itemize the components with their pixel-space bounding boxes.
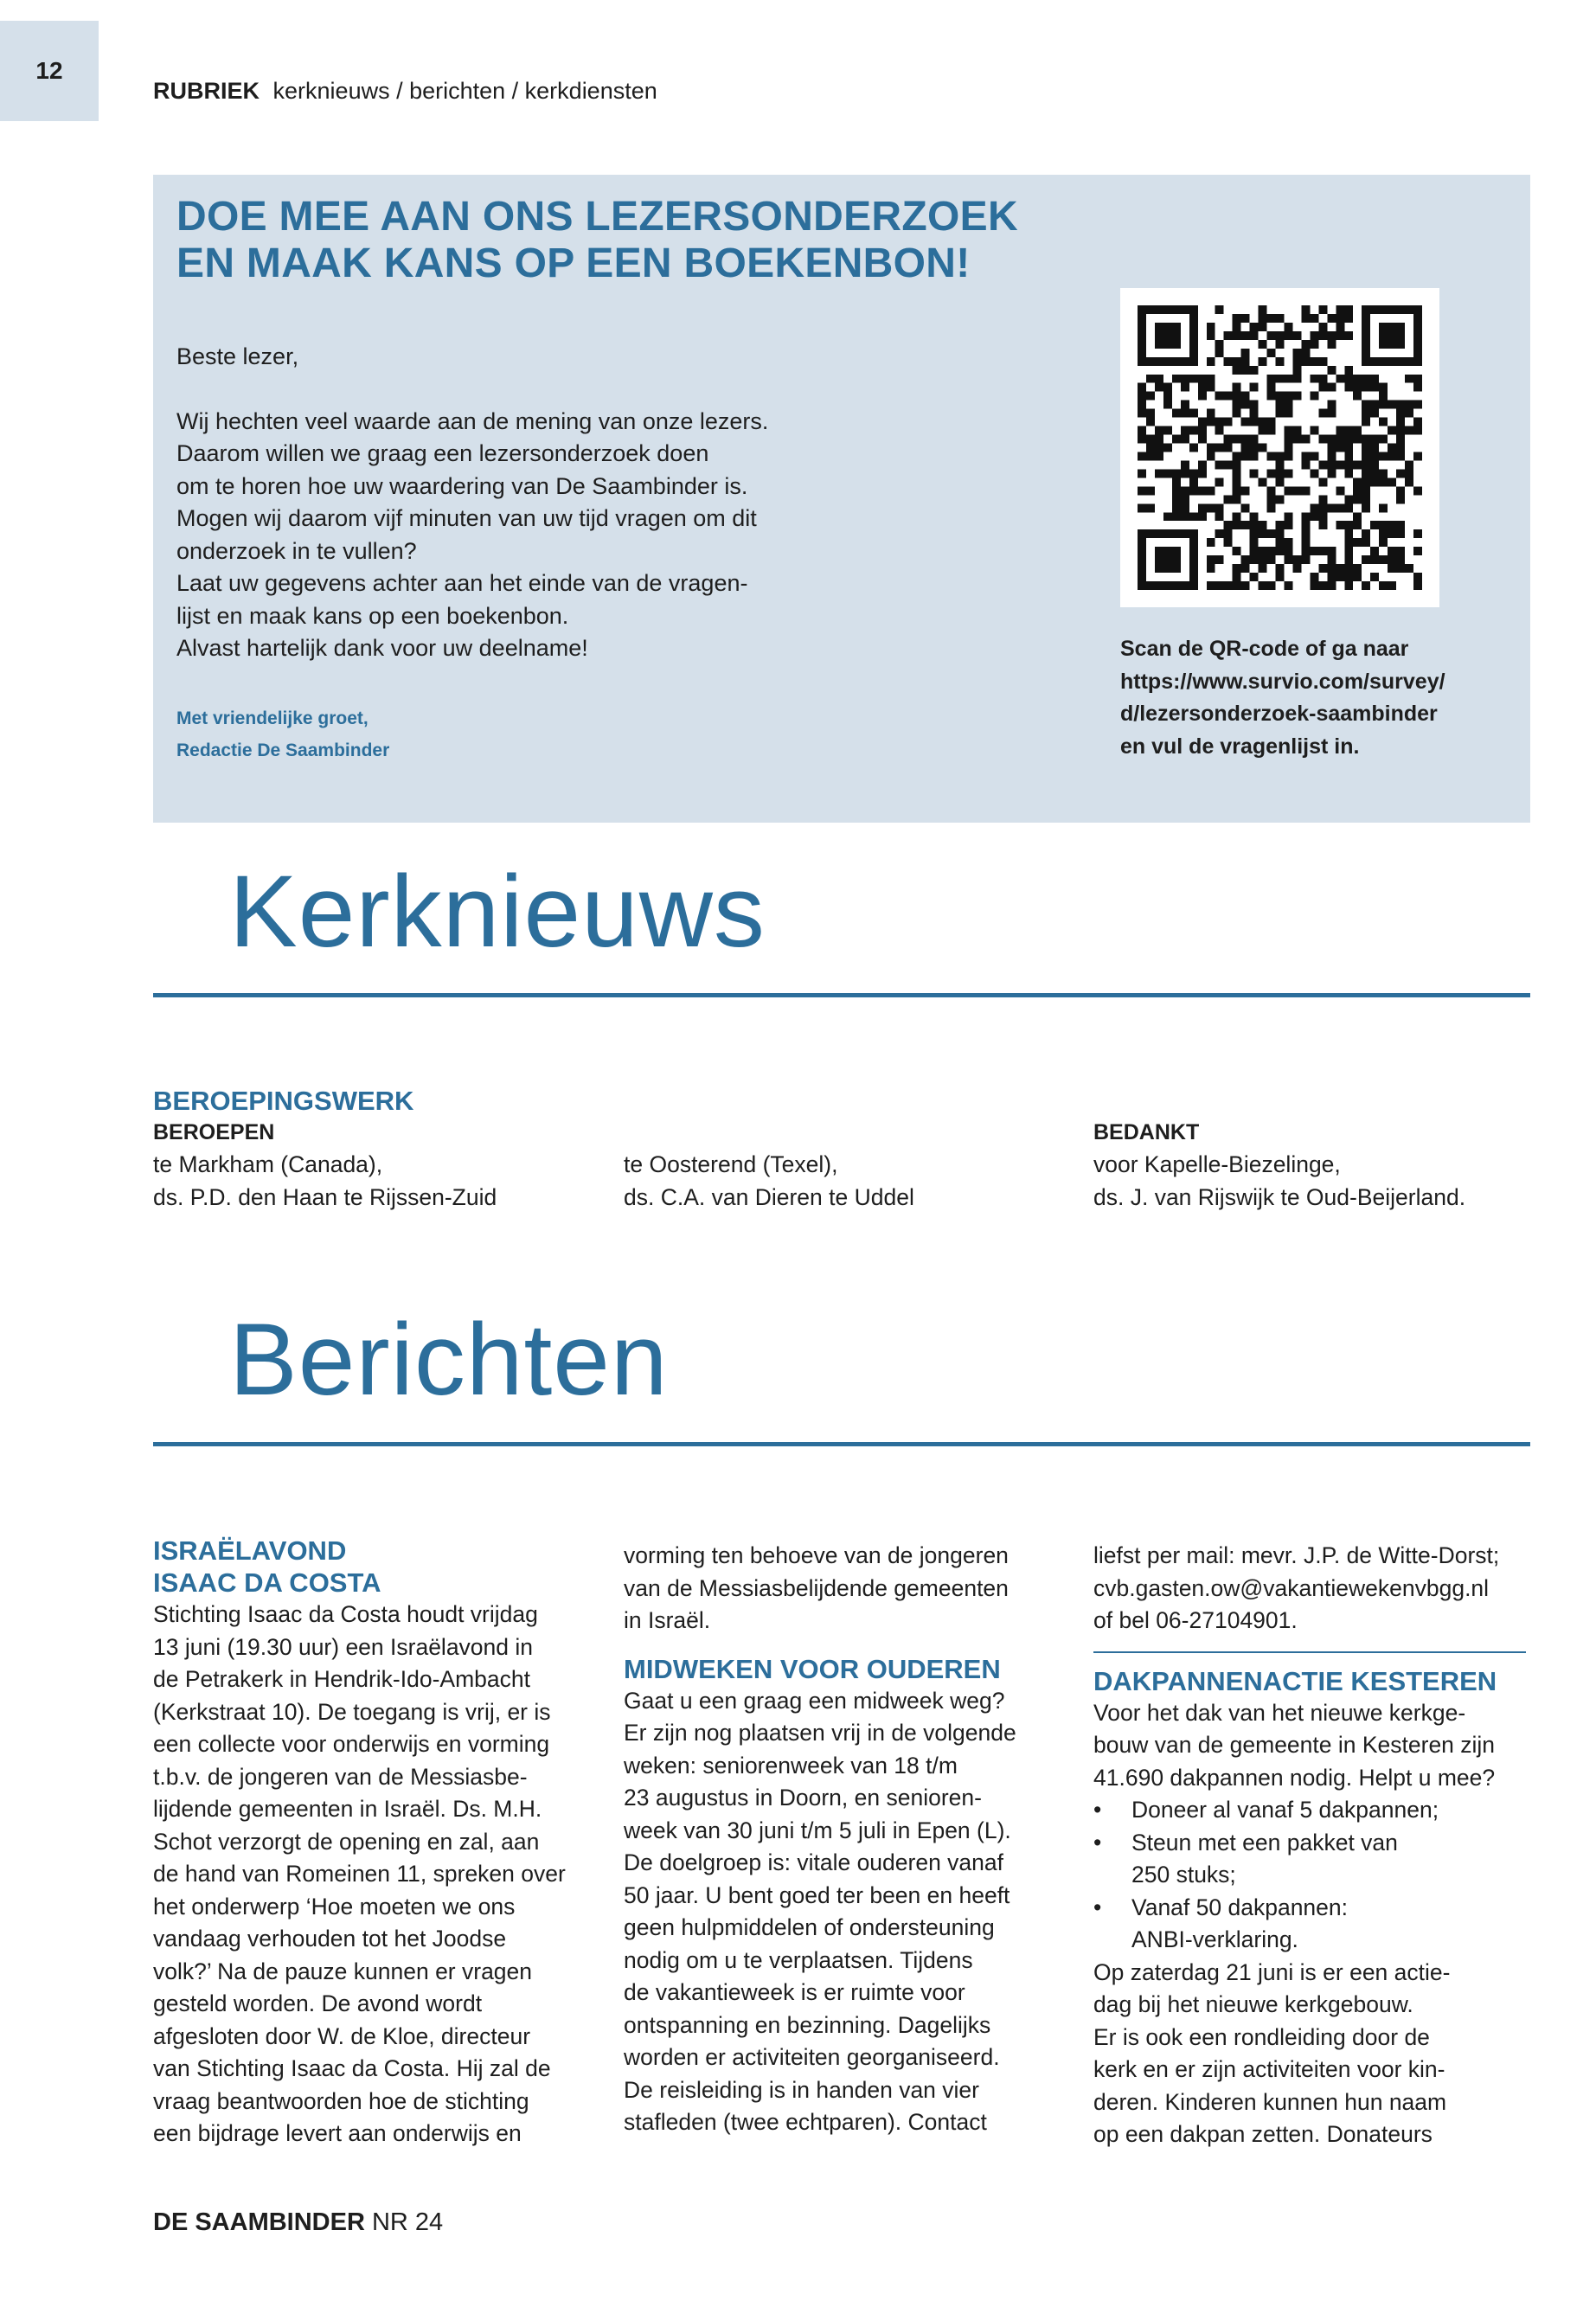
survey-body-line: om te horen hoe uw waardering van De Saambinder is. bbox=[176, 472, 748, 499]
survey-body-line: Alvast hartelijk dank voor uw deelname! bbox=[176, 635, 588, 661]
israelavond-heading-line: ISAAC DA COSTA bbox=[153, 1567, 381, 1598]
text-line: Gaat u een graag een midweek weg? bbox=[624, 1687, 1005, 1714]
signature-line: Met vriendelijke groet, bbox=[176, 708, 369, 728]
survey-title-line: DOE MEE AAN ONS LEZERSONDERZOEK bbox=[176, 194, 1018, 240]
text-line: stafleden (twee echtparen). Contact bbox=[624, 2109, 987, 2135]
signature-line: Redactie De Saambinder bbox=[176, 740, 390, 760]
text-line: van de Messiasbelijdende gemeenten bbox=[624, 1574, 1009, 1601]
qr-code-icon bbox=[1138, 305, 1422, 590]
text-line: t.b.v. de jongeren van de Messiasbe- bbox=[153, 1763, 528, 1790]
footer bbox=[153, 2208, 443, 2237]
berichten-col-3 bbox=[1093, 1540, 1526, 2151]
rubriek-label: RUBRIEK bbox=[153, 78, 260, 104]
text-line: geen hulpmiddelen of ondersteuning bbox=[624, 1914, 995, 1940]
dakpannen-list bbox=[1093, 1794, 1526, 1957]
midweken-text bbox=[624, 1685, 1056, 2139]
text-line: 23 augustus in Doorn, en senioren- bbox=[624, 1785, 982, 1811]
rubriek-header bbox=[153, 78, 657, 105]
qr-caption-line: en vul de vragenlijst in. bbox=[1120, 734, 1360, 759]
text-line: de Petrakerk in Hendrik-Ido-Ambacht bbox=[153, 1666, 530, 1692]
survey-title bbox=[176, 194, 1128, 287]
beroepingswerk-heading: BEROEPINGSWERK bbox=[153, 1086, 414, 1116]
text-line: De doelgroep is: vitale ouderen vanaf bbox=[624, 1849, 1004, 1875]
bedankt-line: voor Kapelle-Biezelinge, bbox=[1093, 1151, 1341, 1177]
text-line: vandaag verhouden tot het Joodse bbox=[153, 1926, 507, 1952]
israelavond-heading bbox=[153, 1535, 586, 1599]
text-line: weken: seniorenweek van 18 t/m bbox=[624, 1752, 958, 1779]
text-line: Stichting Isaac da Costa houdt vrijdag bbox=[153, 1601, 538, 1627]
text-line: Voor het dak van het nieuwe kerkge- bbox=[1093, 1699, 1466, 1726]
text-line: nodig om u te verplaatsen. Tijdens bbox=[624, 1946, 973, 1973]
text-line: (Kerkstraat 10). De toegang is vrij, er is bbox=[153, 1698, 551, 1725]
list-item-line: • Steun met een pakket van bbox=[1131, 1829, 1398, 1856]
page-number: 12 bbox=[35, 57, 63, 84]
text-line: gesteld worden. De avond wordt bbox=[153, 1990, 483, 2016]
israelavond-text bbox=[153, 1599, 586, 2150]
text-line: liefst per mail: mevr. J.P. de Witte-Dorst; bbox=[1093, 1542, 1500, 1568]
survey-body-line: onderzoek in te vullen? bbox=[176, 537, 417, 564]
text-line: Schot verzorgt de opening en zal, aan bbox=[153, 1828, 540, 1855]
qr-caption bbox=[1120, 633, 1518, 763]
beroepen-line: ds. C.A. van Dieren te Uddel bbox=[624, 1183, 914, 1210]
beroepen-line: te Markham (Canada), bbox=[153, 1151, 383, 1177]
list-item-line: • Doneer al vanaf 5 dakpannen; bbox=[1131, 1797, 1439, 1823]
beroepen-line: te Oosterend (Texel), bbox=[624, 1151, 838, 1177]
text-line: in Israël. bbox=[624, 1607, 711, 1633]
text-line: Op zaterdag 21 juni is er een actie- bbox=[1093, 1958, 1451, 1985]
berichten-title: Berichten bbox=[229, 1303, 669, 1417]
survey-greeting: Beste lezer, bbox=[176, 343, 299, 369]
publication-name: DE SAAMBINDER bbox=[153, 2208, 365, 2236]
berichten-col-2 bbox=[624, 1540, 1056, 2139]
survey-signature bbox=[176, 702, 389, 766]
berichten-divider bbox=[153, 1442, 1530, 1446]
text-line: op een dakpan zetten. Donateurs bbox=[1093, 2121, 1433, 2147]
email-link[interactable]: cvb.gasten.ow@vakantiewekenvbgg.nl bbox=[1093, 1574, 1490, 1601]
text-line: De reisleiding is in handen van vier bbox=[624, 2076, 979, 2103]
text-line: vorming ten behoeve van de jongeren bbox=[624, 1542, 1009, 1568]
midweken-continued bbox=[1093, 1540, 1526, 1638]
dakpannen-text bbox=[1093, 1697, 1526, 2151]
text-line: ontspanning en bezinning. Dagelijks bbox=[624, 2011, 991, 2038]
survey-title-line: EN MAAK KANS OP EEN BOEKENBON! bbox=[176, 240, 971, 286]
issue-number: NR 24 bbox=[371, 2208, 444, 2236]
bedankt-label: BEDANKT bbox=[1093, 1120, 1200, 1144]
text-line: dag bij het nieuwe kerkgebouw. bbox=[1093, 1991, 1413, 2017]
list-item bbox=[1093, 1794, 1526, 1827]
survey-letter bbox=[176, 341, 886, 665]
kerknieuws-title: Kerknieuws bbox=[229, 855, 766, 969]
berichten-col-1 bbox=[153, 1535, 586, 2150]
survey-body-line: Laat uw gegevens achter aan het einde van de vragen- bbox=[176, 570, 748, 596]
text-line: afgesloten door W. de Kloe, directeur bbox=[153, 2022, 531, 2049]
text-line: 41.690 dakpannen nodig. Helpt u mee? bbox=[1093, 1764, 1496, 1791]
survey-body-line: lijst en maak kans op een boekenbon. bbox=[176, 602, 569, 629]
midweken-heading: MIDWEKEN VOOR OUDEREN bbox=[624, 1653, 1001, 1684]
text-line: Er is ook een rondleiding door de bbox=[1093, 2023, 1430, 2050]
qr-caption-line: Scan de QR-code of ga naar bbox=[1120, 637, 1409, 661]
text-line: week van 30 juni t/m 5 juli in Epen (L). bbox=[624, 1817, 1011, 1843]
qr-caption-line: d/lezersonderzoek-saambinder bbox=[1120, 702, 1438, 726]
survey-body-line: Daarom willen we graag een lezersonderzoek doen bbox=[176, 440, 709, 466]
page-number-box bbox=[0, 21, 99, 121]
column-divider bbox=[1093, 1651, 1526, 1653]
beroepen-line: ds. P.D. den Haan te Rijssen-Zuid bbox=[153, 1183, 497, 1210]
list-item-line: • Vanaf 50 dakpannen: bbox=[1131, 1894, 1349, 1920]
text-line: een collecte voor onderwijs en vorming bbox=[153, 1731, 550, 1757]
text-line: de hand van Romeinen 11, spreken over bbox=[153, 1861, 566, 1887]
text-line: bouw van de gemeente in Kesteren zijn bbox=[1093, 1732, 1496, 1758]
qr-caption-line: https://www.survio.com/survey/ bbox=[1120, 669, 1445, 694]
text-line: volk?’ Na de pauze kunnen er vragen bbox=[153, 1958, 533, 1984]
text-line: worden er activiteiten georganiseerd. bbox=[624, 2044, 1000, 2070]
text-line: 13 juni (19.30 uur) een Israëlavond in bbox=[153, 1633, 534, 1660]
survey-panel bbox=[153, 175, 1530, 823]
list-item-line: ANBI-verklaring. bbox=[1131, 1926, 1298, 1952]
dakpannen-heading: DAKPANNENACTIE KESTEREN bbox=[1093, 1665, 1497, 1696]
qr-code[interactable] bbox=[1120, 288, 1439, 607]
list-item bbox=[1093, 1892, 1526, 1957]
list-item bbox=[1093, 1827, 1526, 1892]
text-line: vraag beantwoorden hoe de stichting bbox=[153, 2087, 529, 2114]
beroepingswerk-col-2 bbox=[624, 1149, 1056, 1214]
kerknieuws-divider bbox=[153, 993, 1530, 997]
beroepingswerk-col-1 bbox=[153, 1085, 638, 1214]
text-line: Er zijn nog plaatsen vrij in de volgende bbox=[624, 1720, 1016, 1746]
beroepen-label: BEROEPEN bbox=[153, 1120, 275, 1144]
list-item-line: 250 stuks; bbox=[1131, 1862, 1236, 1888]
survey-body-line: Mogen wij daarom vijf minuten van uw tijd vragen om dit bbox=[176, 505, 757, 531]
text-line: of bel 06-27104901. bbox=[1093, 1607, 1298, 1633]
bedankt-line: ds. J. van Rijswijk te Oud-Beijerland. bbox=[1093, 1183, 1466, 1210]
text-line: de vakantieweek is er ruimte voor bbox=[624, 1979, 965, 2005]
rubriek-path: kerknieuws / berichten / kerkdiensten bbox=[272, 78, 657, 104]
text-line: kerk en er zijn activiteiten voor kin- bbox=[1093, 2056, 1445, 2082]
text-line: lijdende gemeenten in Israël. Ds. M.H. bbox=[153, 1796, 542, 1822]
israelavond-continued bbox=[624, 1540, 1056, 1638]
text-line: van Stichting Isaac da Costa. Hij zal de bbox=[153, 2055, 551, 2081]
survey-body-line: Wij hechten veel waarde aan de mening van onze lezers. bbox=[176, 407, 769, 434]
text-line: een bijdrage levert aan onderwijs en bbox=[153, 2120, 522, 2146]
text-line: 50 jaar. U bent goed ter been en heeft bbox=[624, 1881, 1010, 1908]
text-line: deren. Kinderen kunnen hun naam bbox=[1093, 2088, 1447, 2115]
bedankt-col bbox=[1093, 1117, 1526, 1214]
text-line: het onderwerp ‘Hoe moeten we ons bbox=[153, 1893, 516, 1920]
israelavond-heading-line: ISRAËLAVOND bbox=[153, 1535, 347, 1566]
